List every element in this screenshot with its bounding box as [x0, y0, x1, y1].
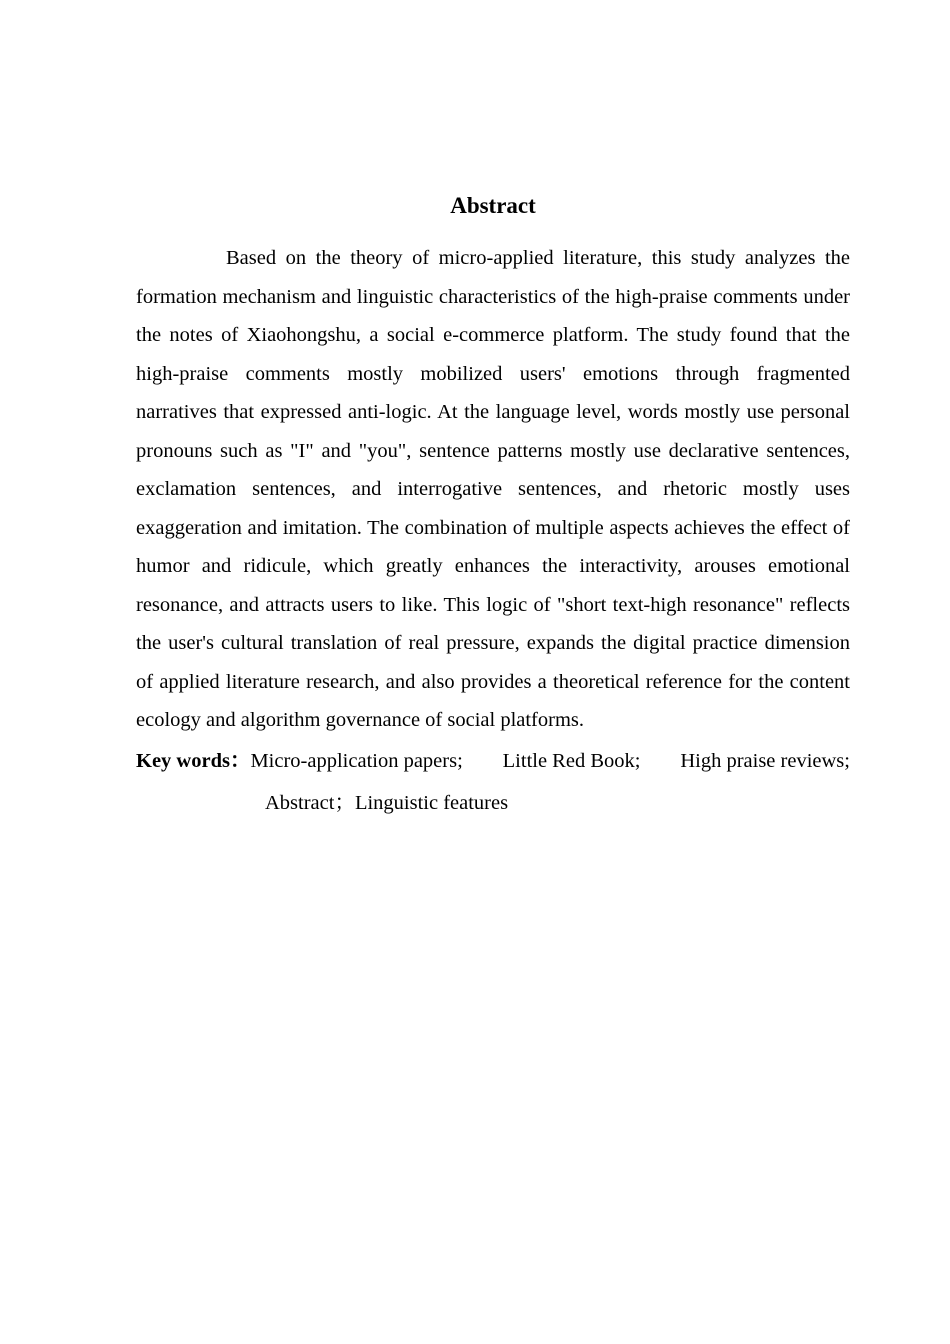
keywords-block	[136, 742, 850, 823]
keywords-first-line	[136, 742, 850, 781]
abstract-section	[136, 190, 850, 823]
abstract-body: Based on the theory of micro-applied literature, this study analyzes the formation mechanism and linguistic characteristics of the high-praise comments under the notes of Xiaohongshu, a social e-commerce platform. The study found that the high-praise comments mostly mobilized users' emotions through fragmented narratives that expressed anti-logic. At the language level, words mostly use personal pronouns such as "I" and "you", sentence patterns mostly use declarative sentences, exclamation sentences, and interrogative sentences, and rhetoric mostly uses exaggeration and imitation. The combination of multiple aspects achieves the effect of humor and ridicule, which greatly enhances the interactivity, arouses emotional resonance, and attracts users to like. This logic of "short text-high resonance" reflects the user's cultural translation of real pressure, expands the digital practice dimension of applied literature research, and also provides a theoretical reference for the content ecology and algorithm governance of social platforms.	[136, 247, 850, 731]
keywords-label: Key words：	[136, 749, 251, 772]
abstract-title: Abstract	[450, 193, 536, 218]
keyword-item: Micro-application papers;	[250, 749, 463, 772]
keyword-item: High praise reviews;	[680, 749, 850, 772]
keywords-second-line: Abstract；Linguistic features	[265, 792, 509, 814]
keyword-item: Little Red Book;	[502, 749, 641, 772]
